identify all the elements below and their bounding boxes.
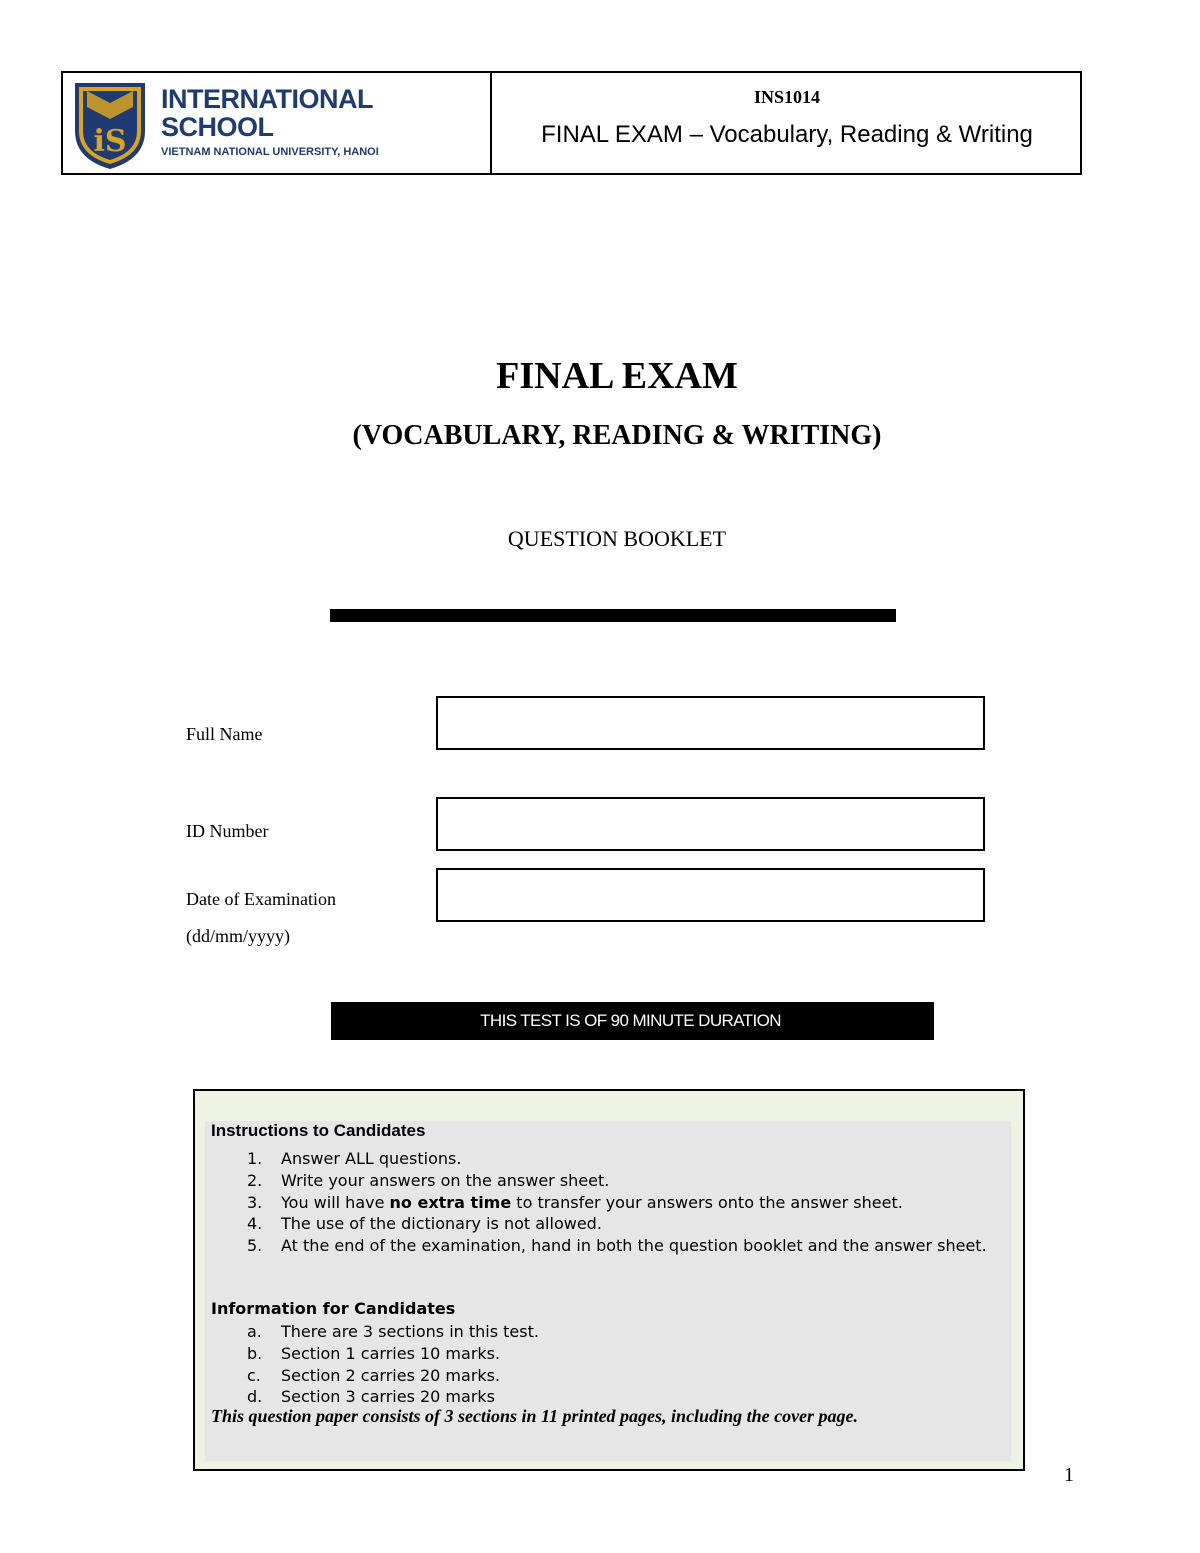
divider-bar: [330, 609, 896, 622]
logo-line-3: VIETNAM NATIONAL UNIVERSITY, HANOI: [161, 146, 379, 158]
list-item: 3. You will have no extra time to transfer your answers onto the answer sheet.: [247, 1192, 903, 1212]
paper-note: This question paper consists of 3 sections in 11 printed pages, including the cover page.: [211, 1406, 859, 1426]
list-item: 2. Write your answers on the answer sheet.: [247, 1170, 610, 1190]
instructions-box: [193, 1089, 1025, 1471]
booklet-label: QUESTION BOOKLET: [507, 526, 727, 551]
svg-text:iS: iS: [93, 124, 127, 159]
exam-header: [61, 71, 1082, 175]
date-label: Date of Examination: [186, 889, 336, 909]
information-heading: Information for Candidates: [211, 1299, 456, 1318]
date-format-label: (dd/mm/yyyy): [186, 926, 290, 946]
id-number-label: ID Number: [186, 821, 269, 841]
course-title: FINAL EXAM – Vocabulary, Reading & Writing: [541, 121, 1033, 148]
logo-line-1: INTERNATIONAL: [161, 84, 373, 114]
list-item: 5. At the end of the examination, hand in both the question booklet and the answer sheet.: [247, 1236, 987, 1256]
id-number-field[interactable]: [436, 797, 985, 851]
school-logo: [71, 77, 421, 173]
list-item: 1. Answer ALL questions.: [247, 1149, 462, 1168]
date-field[interactable]: [436, 868, 985, 922]
list-item: a. There are 3 sections in this test.: [247, 1322, 539, 1341]
list-item: c. Section 2 carries 20 marks.: [247, 1365, 501, 1385]
page-subtitle: (VOCABULARY, READING & WRITING): [352, 420, 882, 451]
page-number: 1: [1064, 1464, 1074, 1486]
list-item: 4. The use of the dictionary is not allowed.: [247, 1214, 602, 1234]
full-name-field[interactable]: [436, 696, 985, 750]
full-name-label: Full Name: [186, 724, 263, 744]
duration-text: THIS TEST IS OF 90 MINUTE DURATION: [480, 1011, 781, 1030]
list-item: b. Section 1 carries 10 marks.: [247, 1343, 501, 1363]
duration-banner: [331, 1002, 934, 1040]
instructions-list: [247, 1148, 1007, 1257]
page-title: FINAL EXAM: [496, 355, 738, 397]
information-list: [247, 1321, 1007, 1408]
course-code: INS1014: [753, 87, 820, 107]
list-item: d. Section 3 carries 20 marks: [247, 1387, 495, 1407]
logo-line-2: SCHOOL: [161, 112, 274, 142]
school-shield-icon: [73, 79, 147, 171]
instructions-heading: Instructions to Candidates: [211, 1121, 426, 1140]
